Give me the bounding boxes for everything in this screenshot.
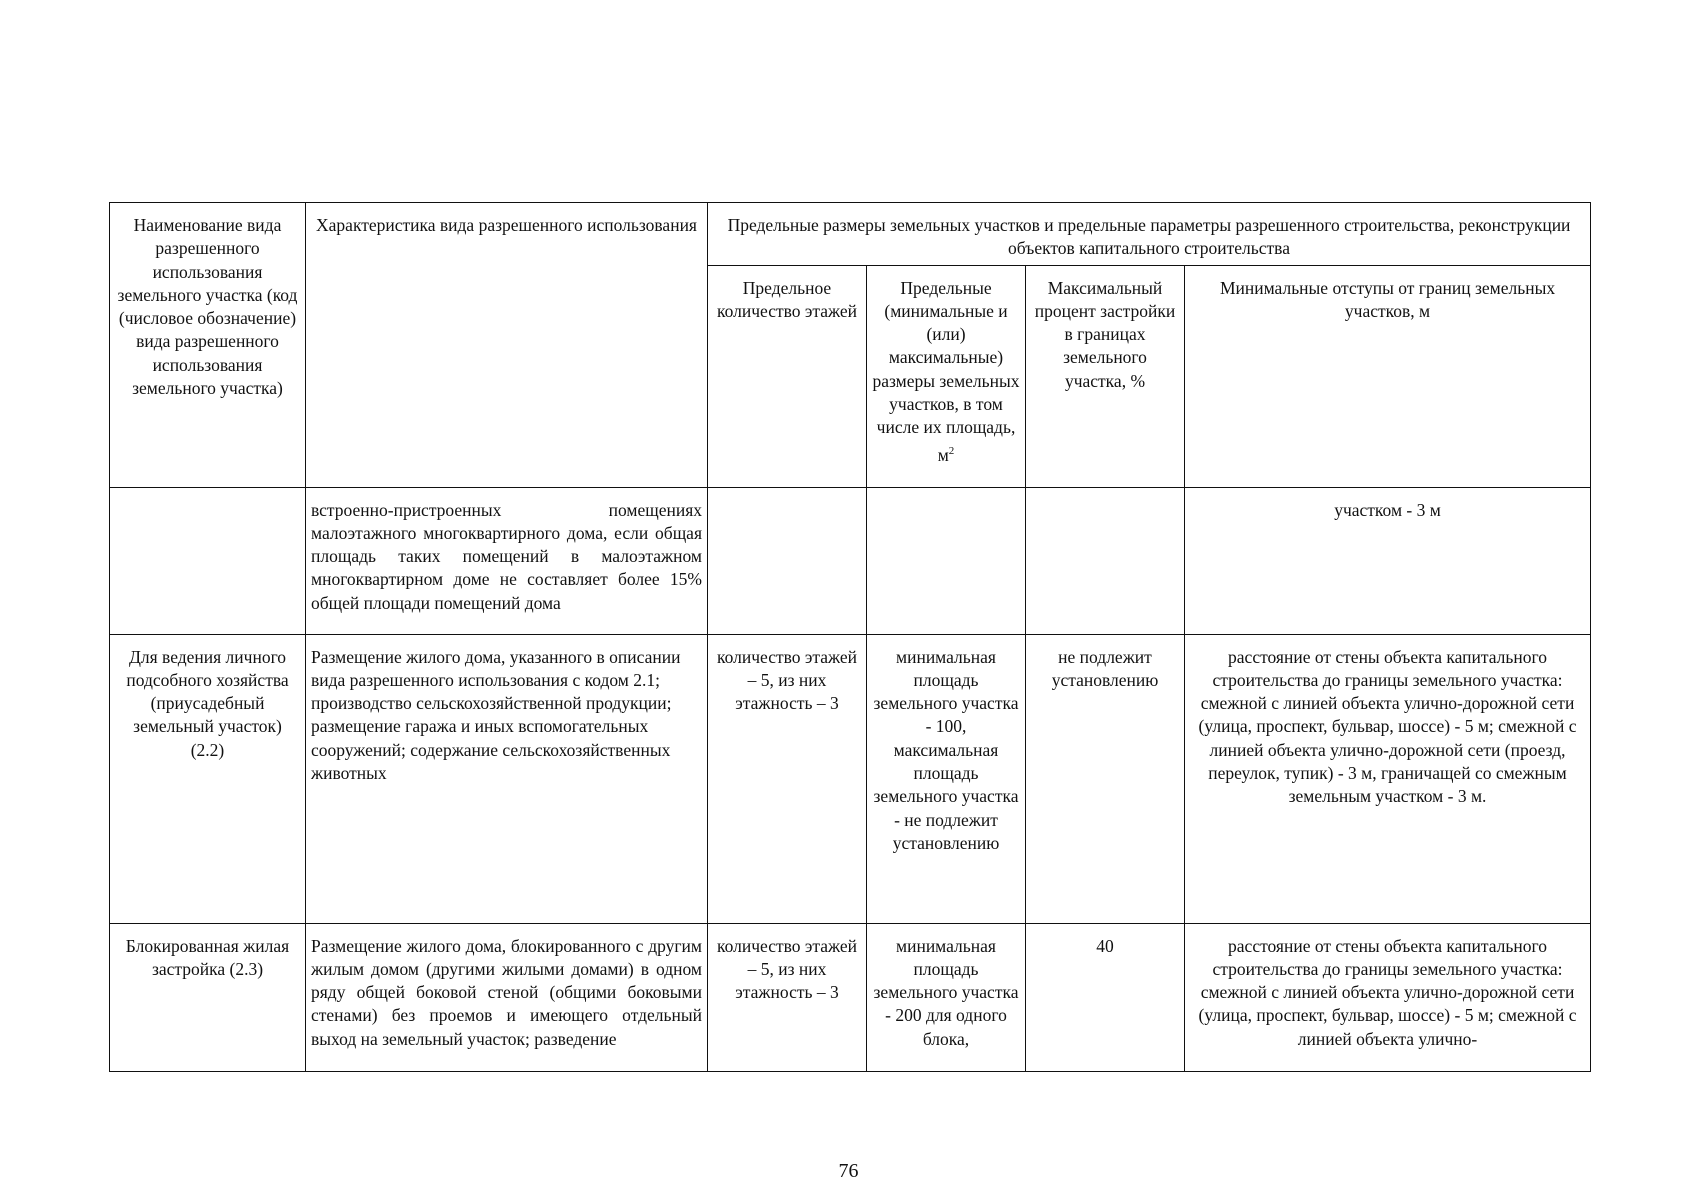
cell-area: минимальная площадь земельного участка - 100, максимальная площадь земельного участка - не подлежит установлению [867,634,1026,923]
cell-characteristic: встроенно-пристроенных помещениях малоэтажного многоквартирного дома, если общая площадь таких помещений в малоэтажном многоквартирном доме не составляет более 15% общей площади помещений дома [306,487,708,634]
cell-floors [708,487,867,634]
header-area-text: Предельные (минимальные и (или) максимальные) размеры земельных участков, в том числе их площадь, м [872,277,1020,465]
header-area [867,265,1026,487]
header-use-characteristic: Характеристика вида разрешенного использования [306,203,708,488]
table-row [110,923,1591,1071]
cell-build-percent: 40 [1026,923,1185,1071]
cell-use-name: Для ведения личного подсобного хозяйства (приусадебный земельный участок) (2.2) [110,634,306,923]
cell-setbacks: расстояние от стены объекта капитального строительства до границы земельного участка: смежной с линией объекта улично-дорожной сети (улица, проспект, бульвар, шоссе) - 5 м; смежной с линией объекта улично- [1185,923,1591,1071]
cell-floors: количество этажей – 5, из них этажность – 3 [708,634,867,923]
cell-build-percent: не подлежит установлению [1026,634,1185,923]
table-header-row [110,203,1591,266]
header-use-name: Наименование вида разрешенного использования земельного участка (код (числовое обозначение) вида разрешенного использования земельного участка) [110,203,306,488]
cell-floors: количество этажей – 5, из них этажность – 3 [708,923,867,1071]
header-area-superscript: 2 [948,444,955,457]
cell-area [867,487,1026,634]
page-number: 76 [838,1160,859,1182]
cell-characteristic: Размещение жилого дома, блокированного с другим жилым домом (другими жилыми домами) в одном ряду общей боковой стеной (общими боковыми стенами) без проемов и имеющего отдельный выход на земельный участок; разведение [306,923,708,1071]
cell-setbacks: участком - 3 м [1185,487,1591,634]
table-row [110,634,1591,923]
table-row [110,487,1591,634]
cell-use-name: Блокированная жилая застройка (2.3) [110,923,306,1071]
cell-build-percent [1026,487,1185,634]
cell-use-name [110,487,306,634]
header-build-percent: Максимальный процент застройки в границах земельного участка, % [1026,265,1185,487]
header-limits-group: Предельные размеры земельных участков и предельные параметры разрешенного строительства, реконструкции объектов капитального строительства [708,203,1591,266]
cell-area: минимальная площадь земельного участка - 200 для одного блока, [867,923,1026,1071]
header-setbacks: Минимальные отступы от границ земельных участков, м [1185,265,1591,487]
land-use-regulations-table [109,202,1591,1072]
cell-characteristic: Размещение жилого дома, указанного в описании вида разрешенного использования с кодом 2.1; производство сельскохозяйственной продукции; размещение гаража и иных вспомогательных сооружений; содержание сельскохозяйственных животных [306,634,708,923]
header-floors: Предельное количество этажей [708,265,867,487]
cell-setbacks: расстояние от стены объекта капитального строительства до границы земельного участка: смежной с линией объекта улично-дорожной сети (улица, проспект, бульвар, шоссе) - 5 м; смежной с линией объекта улично-дорожной сети (проезд, переулок, тупик) - 3 м, граничащей со смежным земельным участком - 3 м. [1185,634,1591,923]
